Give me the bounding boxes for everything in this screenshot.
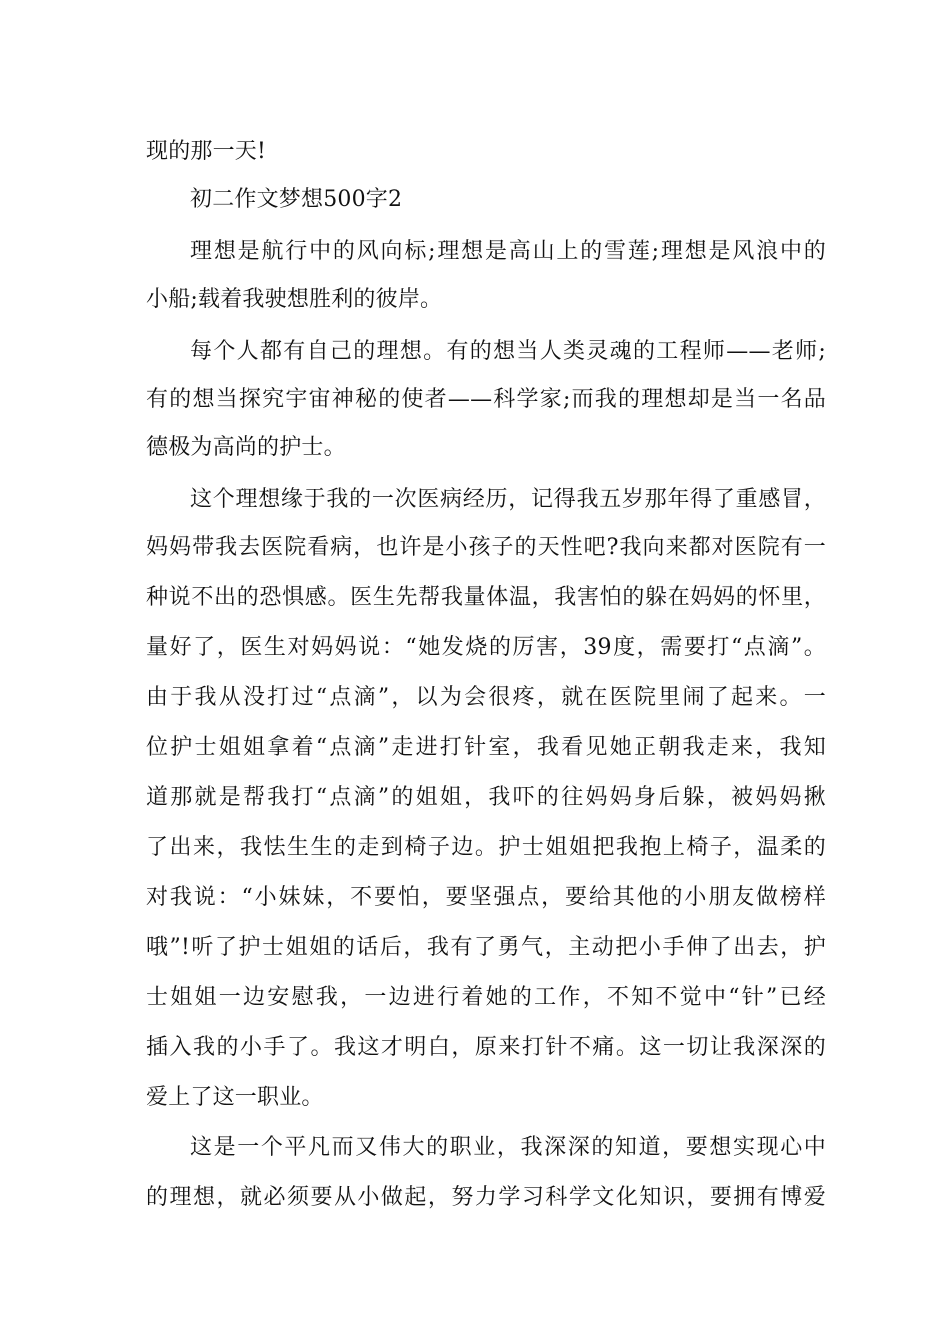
text-line: 理想是航行中的风向标;理想是高山上的雪莲;理想是风浪中的 bbox=[190, 239, 826, 264]
section-title: 初二作文梦想500字2 bbox=[190, 187, 403, 212]
text-line: 德极为高尚的护士。 bbox=[146, 435, 346, 460]
text-line: 道那就是帮我打“点滴”的姐姐，我吓的往妈妈身后躲，被妈妈揪 bbox=[146, 785, 826, 810]
text-line: 位护士姐姐拿着“点滴”走进打针室，我看见她正朝我走来，我知 bbox=[146, 735, 826, 760]
text-line: 插入我的小手了。我这才明白，原来打针不痛。这一切让我深深的 bbox=[146, 1035, 826, 1060]
text-line: 士姐姐一边安慰我，一边进行着她的工作，不知不觉中“针”已经 bbox=[146, 985, 826, 1010]
text-line: 现的那一天! bbox=[146, 139, 267, 164]
text-line: 量好了，医生对妈妈说：“她发烧的厉害，39度，需要打“点滴”。 bbox=[146, 635, 826, 660]
text-line: 小船;载着我驶想胜利的彼岸。 bbox=[146, 287, 443, 312]
text-line: 对我说：“小妹妹，不要怕，要坚强点，要给其他的小朋友做榜样 bbox=[146, 885, 826, 910]
text-line: 这个理想缘于我的一次医病经历，记得我五岁那年得了重感冒， bbox=[190, 487, 826, 512]
text-line: 爱上了这一职业。 bbox=[146, 1085, 324, 1110]
text-line: 这是一个平凡而又伟大的职业，我深深的知道，要想实现心中 bbox=[190, 1135, 826, 1160]
text-line: 每个人都有自己的理想。有的想当人类灵魂的工程师——老师; bbox=[190, 339, 826, 364]
text-line: 哦”!听了护士姐姐的话后，我有了勇气，主动把小手伸了出去，护 bbox=[146, 935, 826, 960]
text-line: 有的想当探究宇宙神秘的使者——科学家;而我的理想却是当一名品 bbox=[146, 387, 826, 412]
text-line: 了出来，我怯生生的走到椅子边。护士姐姐把我抱上椅子，温柔的 bbox=[146, 835, 826, 860]
text-line: 的理想，就必须要从小做起，努力学习科学文化知识，要拥有博爱 bbox=[146, 1185, 826, 1210]
text-line: 妈妈带我去医院看病，也许是小孩子的天性吧?我向来都对医院有一 bbox=[146, 535, 826, 560]
text-line: 由于我从没打过“点滴”，以为会很疼，就在医院里闹了起来。一 bbox=[146, 685, 826, 710]
text-line: 种说不出的恐惧感。医生先帮我量体温，我害怕的躲在妈妈的怀里， bbox=[146, 585, 826, 610]
